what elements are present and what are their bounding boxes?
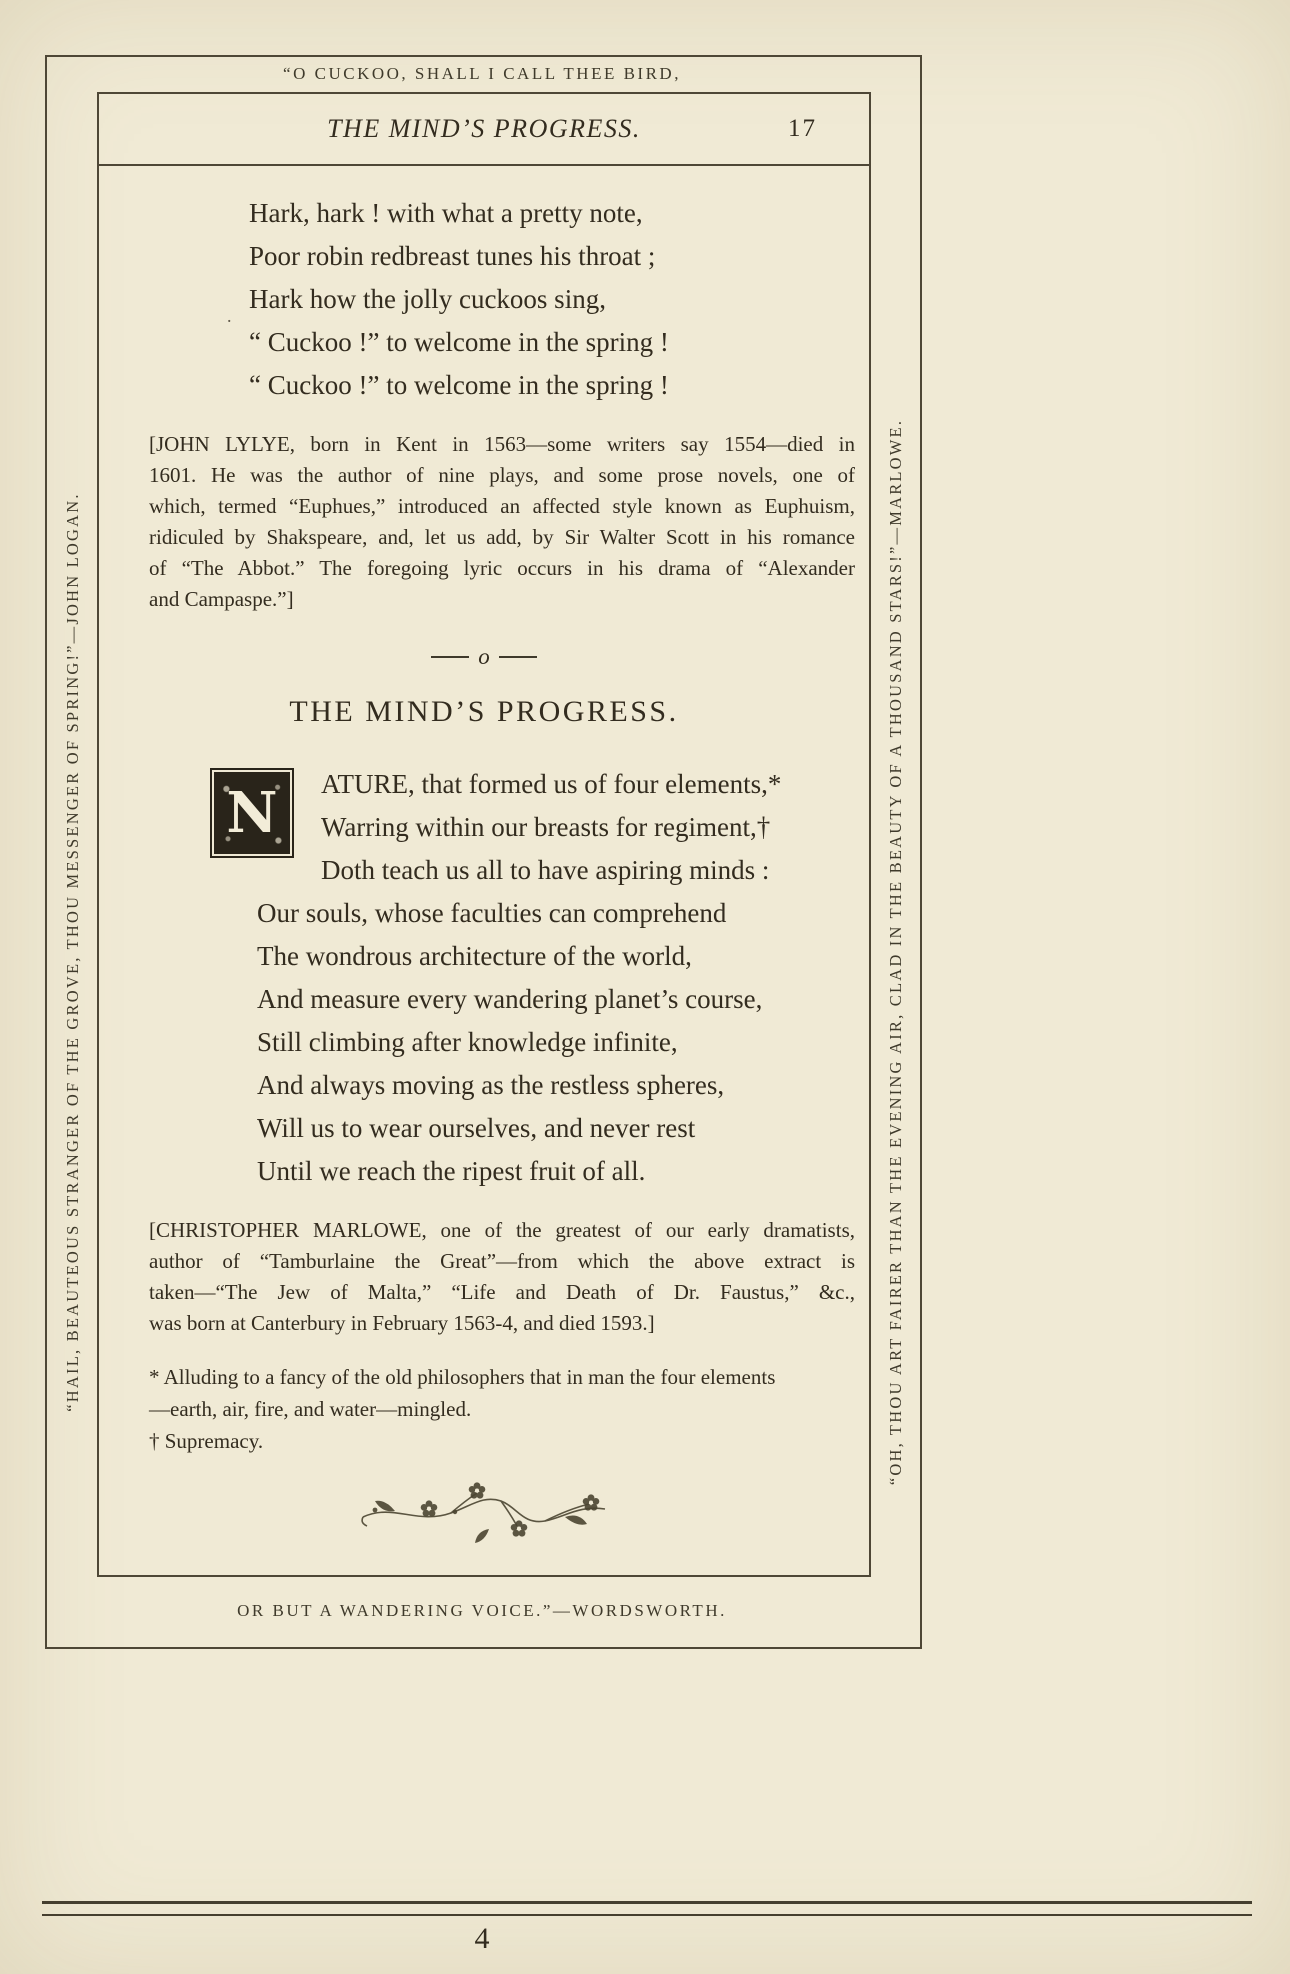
poem-cuckoo <box>249 192 869 407</box>
page-header <box>99 94 869 166</box>
poem-line: Will us to wear ourselves, and never rest <box>257 1113 696 1143</box>
poem-line: Hark how the jolly cuckoos sing, <box>249 284 606 314</box>
content-box <box>97 92 871 1577</box>
poem-line: Hark, hark ! with what a pretty note, <box>249 198 643 228</box>
poem-line: Until we reach the ripest fruit of all. <box>257 1156 646 1186</box>
note-line: [JOHN LYLYE, born in Kent in 1563—some writers say 1554—died in <box>149 432 855 456</box>
footnotes <box>149 1361 855 1457</box>
footnote-line: —earth, air, fire, and water—mingled. <box>149 1397 472 1421</box>
running-title: THE MIND’S PROGRESS. <box>327 114 641 143</box>
note-line: [CHRISTOPHER MARLOWE, one of the greatest of our early dramatists, <box>149 1218 855 1242</box>
poem-line: “ Cuckoo !” to welcome in the spring ! <box>249 370 669 400</box>
bottom-margin-quote: OR BUT A WANDERING VOICE.”—WORDSWORTH. <box>237 1601 727 1620</box>
poem-line: Poor robin redbreast tunes his throat ; <box>249 241 656 271</box>
editorial-note-marlowe <box>149 1215 855 1339</box>
header-page-number: 17 <box>788 115 817 142</box>
right-margin-quote: “OH, THOU ART FAIRER THAN THE EVENING AIR, CLAD IN THE BEAUTY OF A THOUSAND STARS!”—MARLOWE. <box>886 418 905 1486</box>
section-divider <box>424 645 544 669</box>
poem-line: Warring within our breasts for regiment,† <box>321 812 771 842</box>
floral-sprig-ornament-icon <box>359 1477 609 1547</box>
poem-line: Doth teach us all to have aspiring minds : <box>321 855 770 885</box>
top-margin-quote: “O CUCKOO, SHALL I CALL THEE BIRD, <box>283 64 681 83</box>
note-line: taken—“The Jew of Malta,” “Life and Death of Dr. Faustus,” &c., <box>149 1280 855 1304</box>
poem-line: The wondrous architecture of the world, <box>257 941 692 971</box>
note-line: 1601. He was the author of nine plays, and some prose novels, one of <box>149 463 855 487</box>
note-line: ridiculed by Shakspeare, and, let us add, by Sir Walter Scott in his romance <box>149 525 855 549</box>
divider-rule-right <box>499 656 537 658</box>
plate-frame <box>45 55 922 1649</box>
editorial-note-lylye <box>149 429 855 615</box>
drop-cap-initial: N <box>210 768 294 858</box>
page-body <box>99 192 869 1577</box>
poem-line: “ Cuckoo !” to welcome in the spring ! <box>249 327 669 357</box>
poem-line: Still climbing after knowledge infinite, <box>257 1027 678 1057</box>
note-line: which, termed “Euphues,” introduced an affected style known as Euphuism, <box>149 494 855 518</box>
poem-line: Our souls, whose faculties can comprehend <box>257 898 727 928</box>
bottom-double-rule <box>42 1901 1252 1916</box>
poem-line: And measure every wandering planet’s course, <box>257 984 763 1014</box>
note-line: and Campaspe.”] <box>149 587 294 611</box>
poem-line: And always moving as the restless spheres, <box>257 1070 725 1100</box>
footnote-line: † Supremacy. <box>149 1429 264 1453</box>
poem-line: ATURE, that formed us of four elements,* <box>321 769 782 799</box>
note-line: of “The Abbot.” The foregoing lyric occurs in his drama of “Alexander <box>149 556 855 580</box>
poem-mind <box>226 763 869 1193</box>
divider-rule-left <box>431 656 469 658</box>
section-title: THE MIND’S PROGRESS. <box>289 695 679 728</box>
left-margin-quote: “HAIL, BEAUTEOUS STRANGER OF THE GROVE, THOU MESSENGER OF SPRING!”—JOHN LOGAN. <box>63 492 82 1412</box>
footnote-line: * Alluding to a fancy of the old philosophers that in man the four elements <box>149 1365 776 1389</box>
divider-ornament: o <box>478 644 490 669</box>
note-line: author of “Tamburlaine the Great”—from which the above extract is <box>149 1249 855 1273</box>
print-artifact-dot: . <box>227 306 232 326</box>
note-line: was born at Canterbury in February 1563-4, and died 1593.] <box>149 1311 655 1335</box>
folio-page-number: 4 <box>474 1922 490 1955</box>
